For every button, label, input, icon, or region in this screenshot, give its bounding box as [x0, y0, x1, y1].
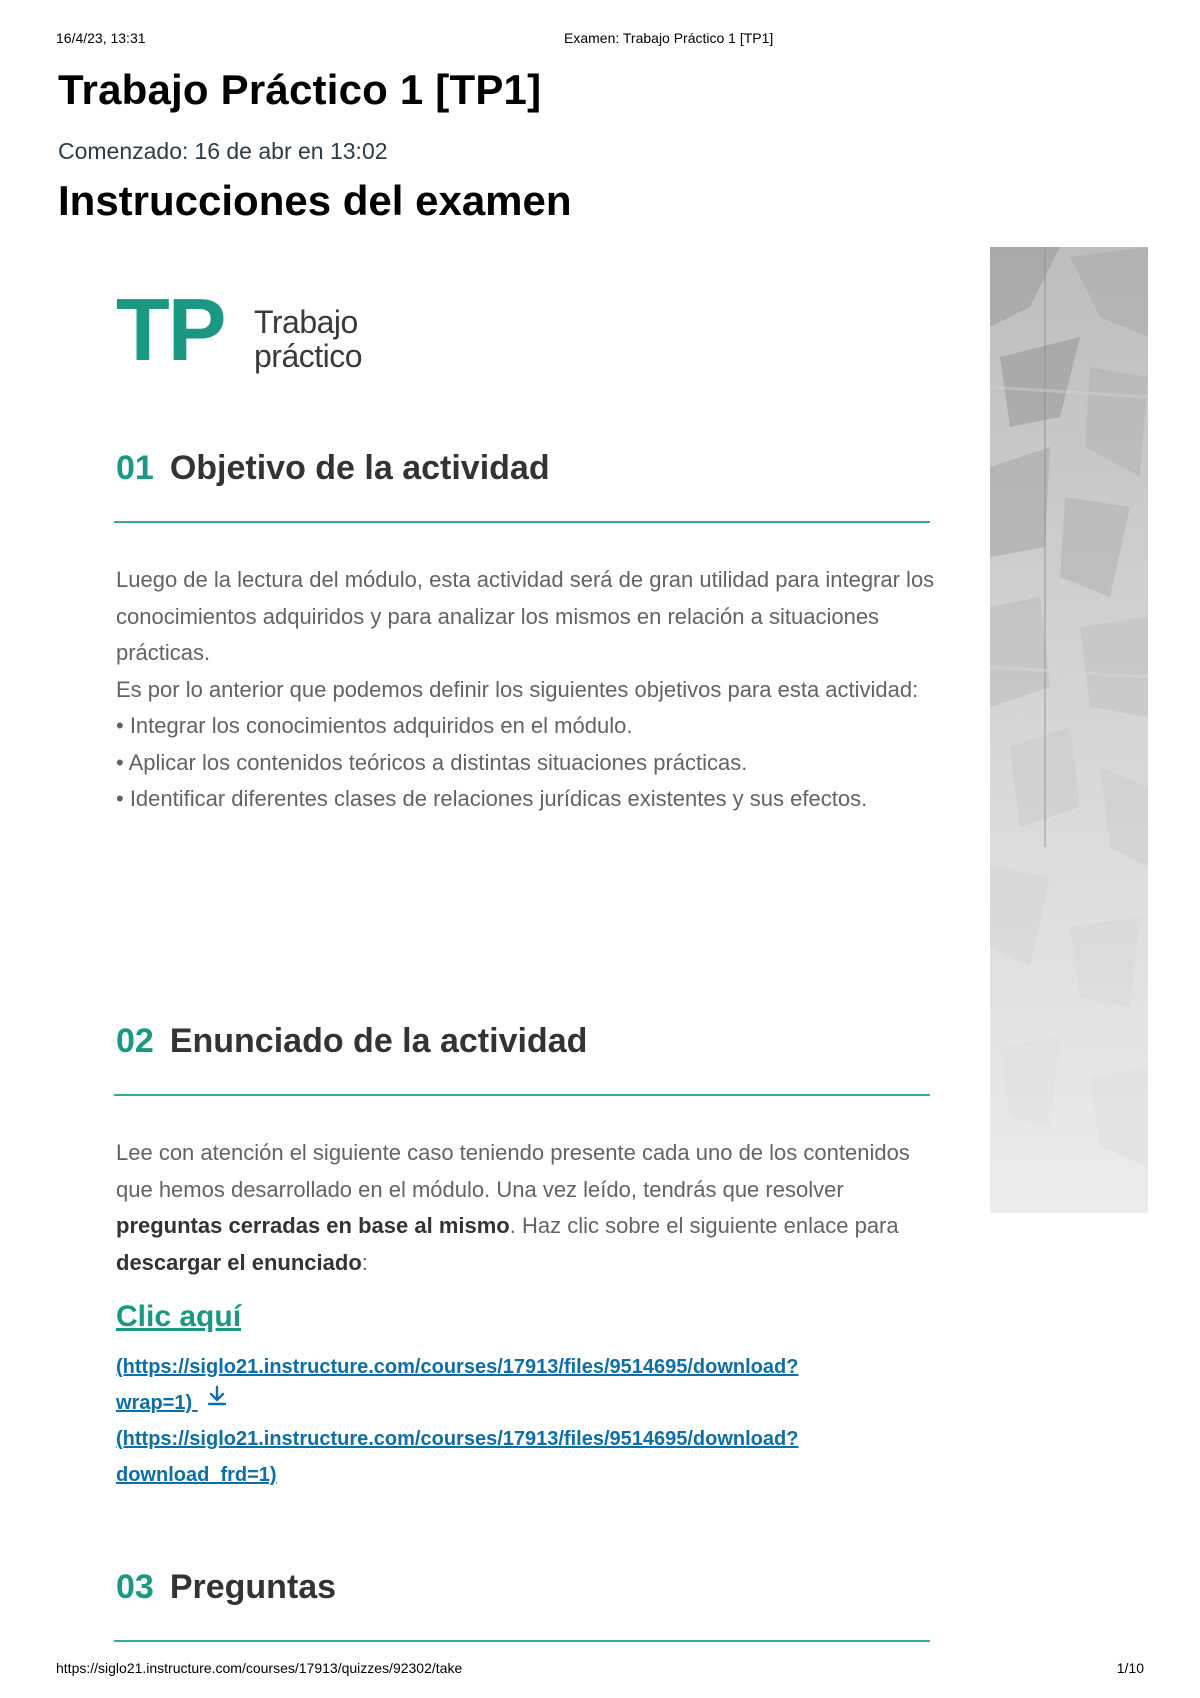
statement-text: [116, 1135, 936, 1281]
download-url-link-cont[interactable]: [116, 1457, 277, 1494]
section-03-heading: [116, 1567, 336, 1607]
section-01-number: 01: [116, 449, 154, 487]
section-02-title: Enunciado de la actividad: [169, 1022, 588, 1060]
statement-url-line2[interactable]: wrap=1): [116, 1392, 193, 1414]
tp-logo-word-2: práctico: [254, 338, 363, 374]
statement-url-link[interactable]: [116, 1349, 798, 1386]
statement-part: . Haz clic sobre el siguiente enlace para: [509, 1213, 899, 1238]
statement-url-line1[interactable]: (https://siglo21.instructure.com/courses/17913/files/9514695/download?: [116, 1356, 799, 1378]
decorative-architecture-image: [990, 247, 1148, 1213]
section-01-divider: [114, 521, 930, 523]
download-url-link[interactable]: [116, 1421, 798, 1458]
architecture-pattern-icon: [990, 247, 1148, 1213]
print-header: [56, 30, 1144, 50]
started-info: [58, 138, 388, 165]
print-url: https://siglo21.instructure.com/courses/17913/quizzes/92302/take: [56, 1660, 463, 1676]
section-03-number: 03: [116, 1568, 154, 1606]
download-url-line1[interactable]: (https://siglo21.instructure.com/courses/17913/files/9514695/download?: [116, 1428, 799, 1450]
page-title: Trabajo Práctico 1 [TP1]: [58, 66, 542, 113]
print-date: 16/4/23, 13:31: [56, 30, 146, 46]
section-02-number: 02: [116, 1022, 154, 1060]
section-02-text: [116, 1135, 936, 1281]
objective-intro: Luego de la lectura del módulo, esta actividad será de gran utilidad para integrar los conocimientos adquiridos y para analizar los mismos en relación a situaciones prácticas.: [116, 567, 935, 665]
started-label: Comenzado:: [58, 138, 189, 164]
section-03-title: Preguntas: [169, 1568, 337, 1606]
tp-logo-mark: TP: [116, 280, 225, 379]
section-03-divider: [114, 1640, 930, 1642]
section-02-divider: [114, 1094, 930, 1096]
objective-item: • Aplicar los contenidos teóricos a distintas situaciones prácticas.: [116, 749, 748, 775]
statement-url-link-cont[interactable]: [116, 1385, 228, 1422]
instructions-title: Instrucciones del examen: [58, 177, 572, 224]
section-01-title: Objetivo de la actividad: [169, 449, 550, 487]
download-statement-link[interactable]: Clic aquí: [116, 1300, 242, 1333]
download-icon[interactable]: [206, 1383, 228, 1420]
tp-logo: [116, 280, 416, 379]
print-page-number: 1/10: [1116, 1660, 1144, 1676]
objective-item: • Integrar los conocimientos adquiridos en el módulo.: [116, 713, 633, 738]
statement-part: Lee con atención el siguiente caso teniendo presente cada uno de los contenidos que hemos desarrollado en el módulo. Una vez leído, tendrás que resolver: [116, 1140, 910, 1202]
objective-item: • Identificar diferentes clases de relaciones jurídicas existentes y sus efectos.: [116, 786, 868, 811]
statement-bold: preguntas cerradas en base al mismo: [116, 1213, 510, 1238]
section-01-heading: [116, 448, 550, 488]
print-title: Examen: Trabajo Práctico 1 [TP1]: [564, 30, 774, 46]
section-02-heading: [116, 1021, 587, 1061]
tp-logo-word-1: Trabajo: [254, 304, 358, 340]
statement-bold: descargar el enunciado: [116, 1249, 362, 1275]
download-url-line2[interactable]: download_frd=1): [116, 1464, 277, 1486]
print-footer: [56, 1660, 1144, 1676]
statement-part: :: [361, 1249, 368, 1275]
started-value: 16 de abr en 13:02: [194, 138, 388, 164]
objective-lead: Es por lo anterior que podemos definir los siguientes objetivos para esta actividad:: [116, 676, 919, 702]
section-01-text: [116, 562, 936, 818]
